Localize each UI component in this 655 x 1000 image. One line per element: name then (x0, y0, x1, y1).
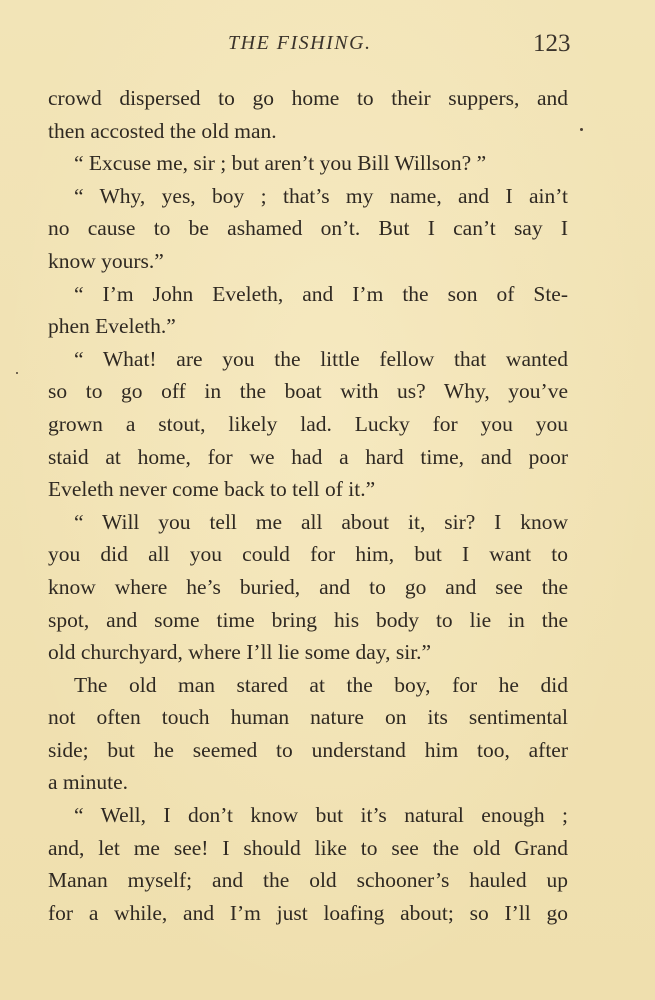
text-line: and, let me see! I should like to see the old Grand (48, 835, 568, 860)
text-line: “ What! are you the little fellow that wanted (74, 346, 568, 371)
running-title: THE FISHING. (228, 32, 372, 54)
text-line: then accosted the old man. (48, 118, 277, 143)
text-line: Manan myself; and the old schooner’s hauled up (48, 868, 568, 893)
body-text (48, 82, 568, 929)
text-line: “ I’m John Eveleth, and I’m the son of Ste- (74, 281, 568, 306)
text-line: staid at home, for we had a hard time, and poor (48, 444, 568, 469)
text-line: know where he’s buried, and to go and see the (48, 574, 568, 599)
text-line: old churchyard, where I’ll lie some day, sir.” (48, 640, 432, 665)
text-line: side; but he seemed to understand him too, after (48, 737, 568, 762)
text-line: a minute. (48, 770, 129, 795)
text-line: “ Excuse me, sir ; but aren’t you Bill Willson? ” (74, 151, 487, 176)
text-line: for a while, and I’m just loafing about; so I’ll go (48, 900, 568, 925)
text-line: you did all you could for him, but I want to (48, 542, 568, 567)
text-line: so to go off in the boat with us? Why, you’ve (48, 379, 568, 404)
paper-speck (580, 128, 583, 131)
text-line: know yours.” (48, 248, 164, 273)
text-line: “ Well, I don’t know but it’s natural enough ; (74, 803, 568, 828)
text-line: Eveleth never come back to tell of it.” (48, 477, 376, 502)
page-number: 123 (533, 30, 571, 57)
text-line: spot, and some time bring his body to lie in the (48, 607, 568, 632)
text-line: grown a stout, likely lad. Lucky for you you (48, 411, 568, 436)
text-line: phen Eveleth.” (48, 314, 176, 339)
text-line: “ Will you tell me all about it, sir? I know (74, 509, 568, 534)
paper-speck (16, 372, 18, 374)
text-line: “ Why, yes, boy ; that’s my name, and I ain’t (74, 183, 568, 208)
running-head (0, 30, 655, 60)
text-line: not often touch human nature on its sentimental (48, 705, 568, 730)
text-line: crowd dispersed to go home to their suppers, and (48, 86, 568, 110)
text-line: The old man stared at the boy, for he did (74, 672, 568, 697)
text-line: no cause to be ashamed on’t. But I can’t say I (48, 216, 568, 241)
